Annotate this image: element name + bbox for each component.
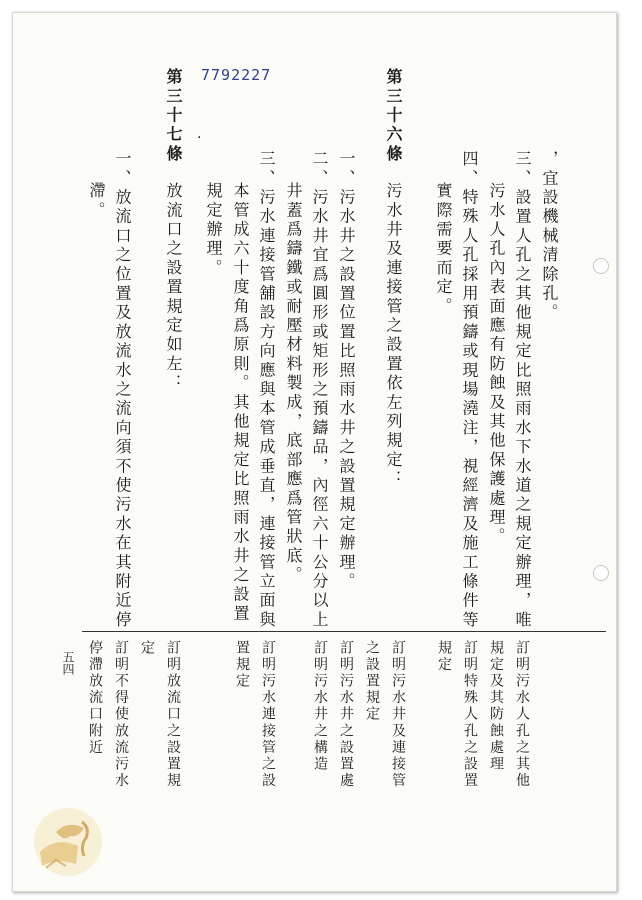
note-4: 訂明污水井之設置處 [338,640,354,790]
art36-intro: 污水井及連接管之設置依左列規定： [384,182,403,490]
art36-heading: 第三十六條 [384,68,403,164]
binding-hole-top [593,258,609,274]
note-8a: 訂明不得使放流污水 [113,640,129,790]
art37-item1a: 一、放流口之位置及放流水之流向須不使污水在其附近停 [113,150,132,630]
prev-item4b: 實際需要而定。 [434,182,453,317]
art37-heading: 第三十七條 [164,68,183,164]
page-number: 五四 [61,651,75,675]
note-1b: 規定及其防蝕處理 [488,640,504,773]
note-5: 訂明污水井之構造 [312,640,328,773]
prev-line1: ，宜設機械清除孔。 [540,150,559,323]
note-2a: 訂明特殊人孔之設置 [462,640,478,790]
note-7b: 定 [139,640,155,657]
art36-item3a: 三、污水連接管舖設方向應與本管成垂直，連接管立面與 [257,150,276,630]
note-6a: 訂明污水連接管之設 [260,640,276,790]
margin-note-divider [82,631,606,632]
note-1a: 訂明污水人孔之其他 [514,640,530,790]
note-2b: 規定 [436,640,452,674]
mark-dot: · [197,130,202,146]
art36-item3b: 本管成六十度角爲原則。其他規定比照雨水井之設置 [231,182,250,624]
prev-item3a: 三、設置人孔之其他規定比照雨水下水道之規定辦理，唯 [513,150,532,630]
archive-logo-icon [26,802,108,880]
note-3a: 訂明污水井及連接管 [390,640,406,790]
art36-item2a: 二、污水井宜爲圓形或矩形之預鑄品，內徑六十公分以上 [310,150,329,630]
art36-item1: 一、污水井之設置位置比照雨水井之設置規定辦理。 [337,150,356,592]
art36-item3c: 規定辦理。 [204,182,223,278]
art36-item2b: 井蓋爲鑄鐵或耐壓材料製成，底部應爲管狀底。 [284,182,303,586]
prev-item3b: 污水人孔內表面應有防蝕及其他保護處理。 [487,182,506,547]
prev-item4a: 四、特殊人孔採用預鑄或現場澆注，視經濟及施工條件等 [460,150,479,630]
note-6b: 置規定 [234,640,250,690]
note-8b: 停滯放流口附近 [87,640,103,757]
binding-hole-bottom [593,565,609,581]
art37-intro: 放流口之設置規定如左： [164,182,183,394]
note-7a: 訂明放流口之設置規 [165,640,181,790]
note-3b: 之設置規定 [364,640,380,723]
art37-item1b: 滯。 [87,182,106,221]
stamp-number: 7792227 [201,66,272,84]
